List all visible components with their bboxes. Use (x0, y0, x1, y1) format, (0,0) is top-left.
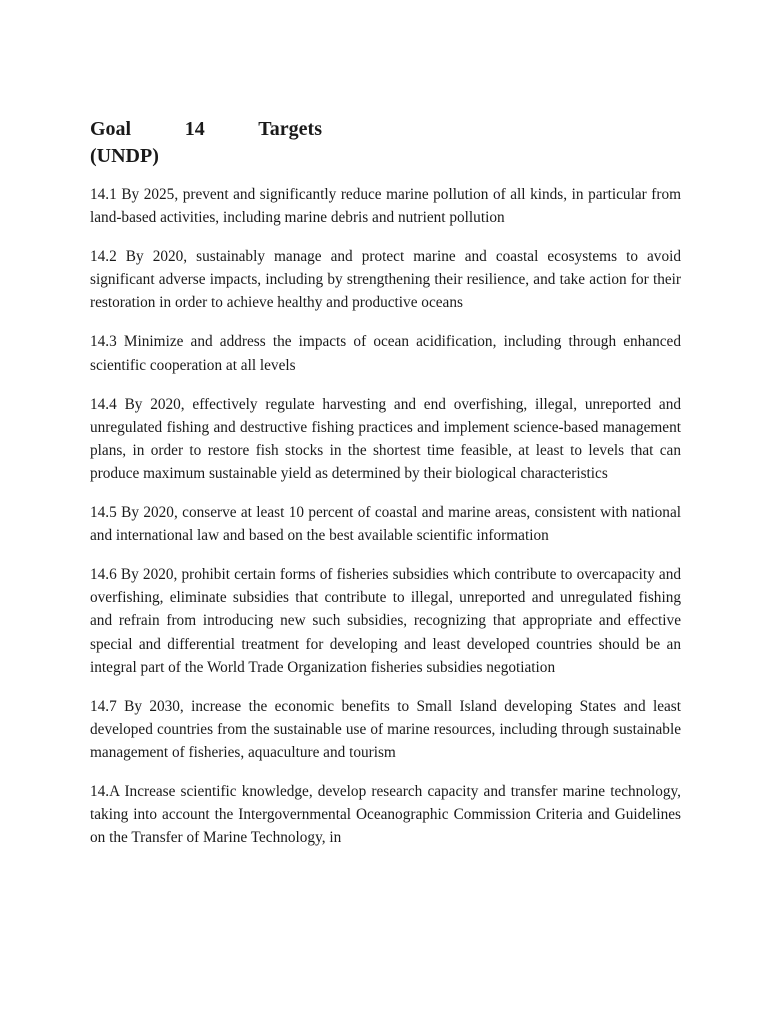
target-14-6: 14.6 By 2020, prohibit certain forms of fisheries subsidies which contribute to overcapacity and overfishing, eliminate subsidies that contribute to illegal, unreported and unregulated fishing and refrain from introducing new such subsidies, recognizing that appropriate and effective special and differential treatment for developing and least developed countries should be an integral part of the World Trade Organization fisheries subsidies negotiation (90, 566, 681, 676)
target-14-7: 14.7 By 2030, increase the economic benefits to Small Island developing States and least developed countries from the sustainable use of marine resources, including through sustainable management of fisheries, aquaculture and tourism (90, 697, 681, 761)
title-line-2: (UNDP) (90, 145, 159, 167)
page-title (90, 116, 681, 170)
target-14-a: 14.A Increase scientific knowledge, develop research capacity and transfer marine technology, taking into account the Intergovernmental Oceanographic Commission Criteria and Guidelines on the Transfer of Marine Technology, in (90, 782, 681, 847)
target-14-5: 14.5 By 2020, conserve at least 10 percent of coastal and marine areas, consistent with national and international law and based on the best available scientific information (90, 504, 681, 545)
title-word-number: 14 (184, 118, 205, 140)
target-14-2: 14.2 By 2020, sustainably manage and protect marine and coastal ecosystems to avoid significant adverse impacts, including by strengthening their resilience, and take action for their restoration in order to achieve healthy and productive oceans (90, 248, 681, 312)
title-line-1 (90, 116, 322, 143)
target-14-4: 14.4 By 2020, effectively regulate harvesting and end overfishing, illegal, unreported and unregulated fishing and destructive fishing practices and implement science-based management plans, in order to restore fish stocks in the shortest time feasible, at least to levels that can produce maximum sustainable yield as determined by their biological characteristics (90, 395, 681, 482)
title-word-goal: Goal (90, 118, 132, 140)
targets-list (90, 183, 681, 849)
target-14-3: 14.3 Minimize and address the impacts of ocean acidification, including through enhanced scientific cooperation at all levels (90, 333, 681, 374)
title-word-targets: Targets (258, 118, 322, 140)
target-14-1: 14.1 By 2025, prevent and significantly reduce marine pollution of all kinds, in particular from land-based activities, including marine debris and nutrient pollution (90, 186, 681, 227)
